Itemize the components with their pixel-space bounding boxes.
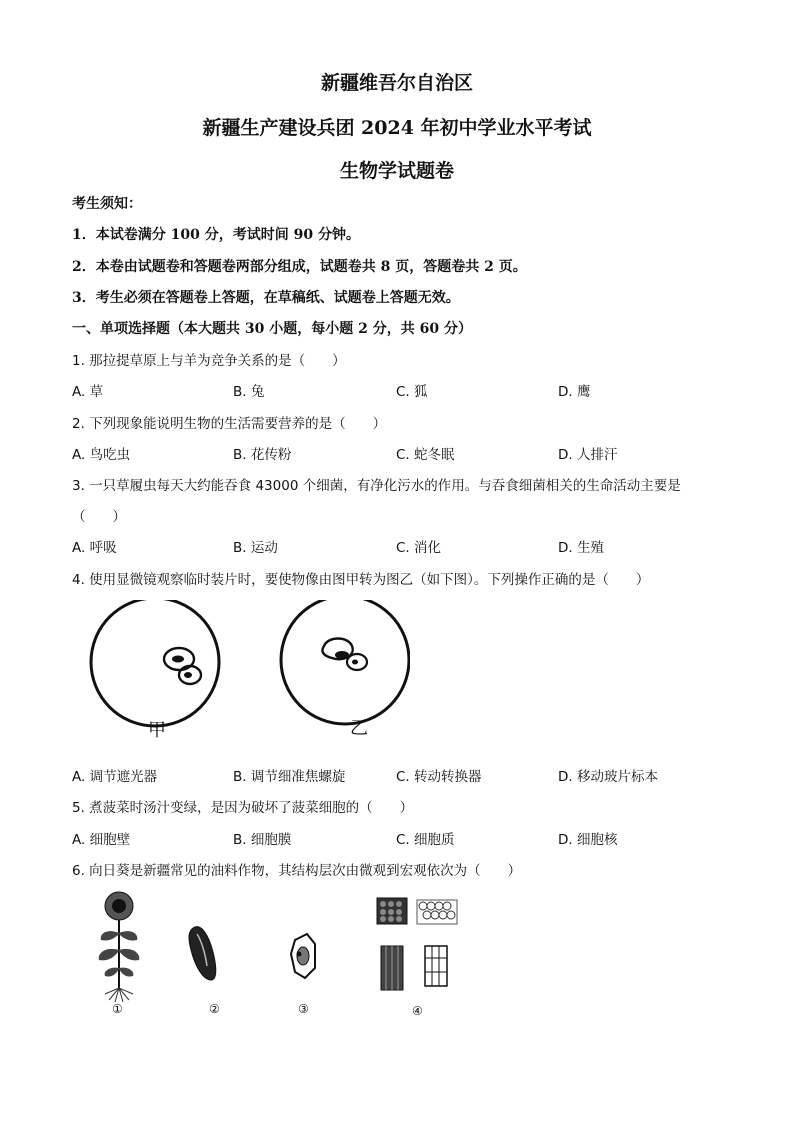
field-of-view-circle-yi xyxy=(281,600,409,724)
exam-title: 新疆生产建设兵团 2024 年初中学业水平考试 xyxy=(202,117,592,139)
question-stem: 3. 一只草履虫每天大约能吞食 43000 个细菌，有净化污水的作用。与吞食细菌相关的生命活动主要是 xyxy=(72,478,681,494)
cell-nucleus xyxy=(172,656,184,663)
option-a: A. 鸟吃虫 xyxy=(72,447,131,463)
option-b: B. 兔 xyxy=(233,384,265,400)
figure-label-yi: 乙 xyxy=(350,718,368,739)
figure-label-1: ① xyxy=(112,1002,123,1016)
option-b: B. 运动 xyxy=(233,540,278,556)
option-a: A. 调节遮光器 xyxy=(72,769,158,785)
option-a: A. 草 xyxy=(72,384,104,400)
question-stem: 4. 使用显微镜观察临时装片时，要使物像由图甲转为图乙（如下图）。下列操作正确的是（ ） xyxy=(72,572,650,588)
plant-cell-image xyxy=(291,934,315,978)
plant-tissues-image xyxy=(377,898,457,990)
figure-label-3: ③ xyxy=(298,1002,309,1016)
option-a: A. 细胞壁 xyxy=(72,832,131,848)
option-d: D. 鹰 xyxy=(558,384,591,400)
figure-label-4: ④ xyxy=(412,1004,423,1018)
sunflower-structure-figure xyxy=(85,888,475,1023)
option-d: D. 生殖 xyxy=(558,540,604,556)
option-b: B. 调节细准焦螺旋 xyxy=(233,769,346,785)
notice-item: 2．本卷由试题卷和答题卷两部分组成，试题卷共 8 页，答题卷共 2 页。 xyxy=(72,259,527,275)
cell-nucleus xyxy=(184,672,192,678)
question-stem: 6. 向日葵是新疆常见的油料作物，其结构层次由微观到宏观依次为（ ） xyxy=(72,863,522,879)
figure-label-2: ② xyxy=(209,1002,220,1016)
field-jia-figure xyxy=(91,600,219,741)
question-stem: 5. 煮菠菜时汤汁变绿，是因为破坏了菠菜细胞的（ ） xyxy=(72,800,414,816)
option-d: D. 移动玻片标本 xyxy=(558,769,658,785)
subject-title: 生物学试题卷 xyxy=(339,160,454,182)
sunflower-plant-image xyxy=(99,892,140,1002)
exam-region-title: 新疆维吾尔自治区 xyxy=(320,72,473,94)
sunflower-seed-image xyxy=(189,927,216,980)
option-c: C. 狐 xyxy=(396,384,428,400)
field-yi-figure xyxy=(281,600,409,739)
option-a: A. 呼吸 xyxy=(72,540,117,556)
question-stem: 2. 下列现象能说明生物的生活需要营养的是（ ） xyxy=(72,416,387,432)
figure-label-jia: 甲 xyxy=(148,720,166,741)
notice-item: 3．考生必须在答题卷上答题，在草稿纸、试题卷上答题无效。 xyxy=(72,290,460,306)
option-d: D. 细胞核 xyxy=(558,832,618,848)
option-d: D. 人排汗 xyxy=(558,447,618,463)
option-c: C. 细胞质 xyxy=(396,832,455,848)
option-b: B. 花传粉 xyxy=(233,447,292,463)
field-of-view-circle-jia xyxy=(91,600,219,726)
notice-item: 1．本试卷满分 100 分，考试时间 90 分钟。 xyxy=(72,227,360,243)
option-c: C. 转动转换器 xyxy=(396,769,482,785)
notice-title: 考生须知： xyxy=(72,196,142,212)
option-b: B. 细胞膜 xyxy=(233,832,292,848)
cell-nucleus xyxy=(352,660,358,665)
section-heading: 一、单项选择题（本大题共 30 小题，每小题 2 分，共 60 分） xyxy=(72,321,472,337)
question-stem: 1. 那拉提草原上与羊为竞争关系的是（ ） xyxy=(72,353,346,369)
question-stem-continued: （ ） xyxy=(72,509,126,525)
cell-nucleus xyxy=(335,651,349,659)
option-c: C. 蛇冬眠 xyxy=(396,447,455,463)
option-c: C. 消化 xyxy=(396,540,442,556)
microscope-field-figure xyxy=(80,600,410,745)
